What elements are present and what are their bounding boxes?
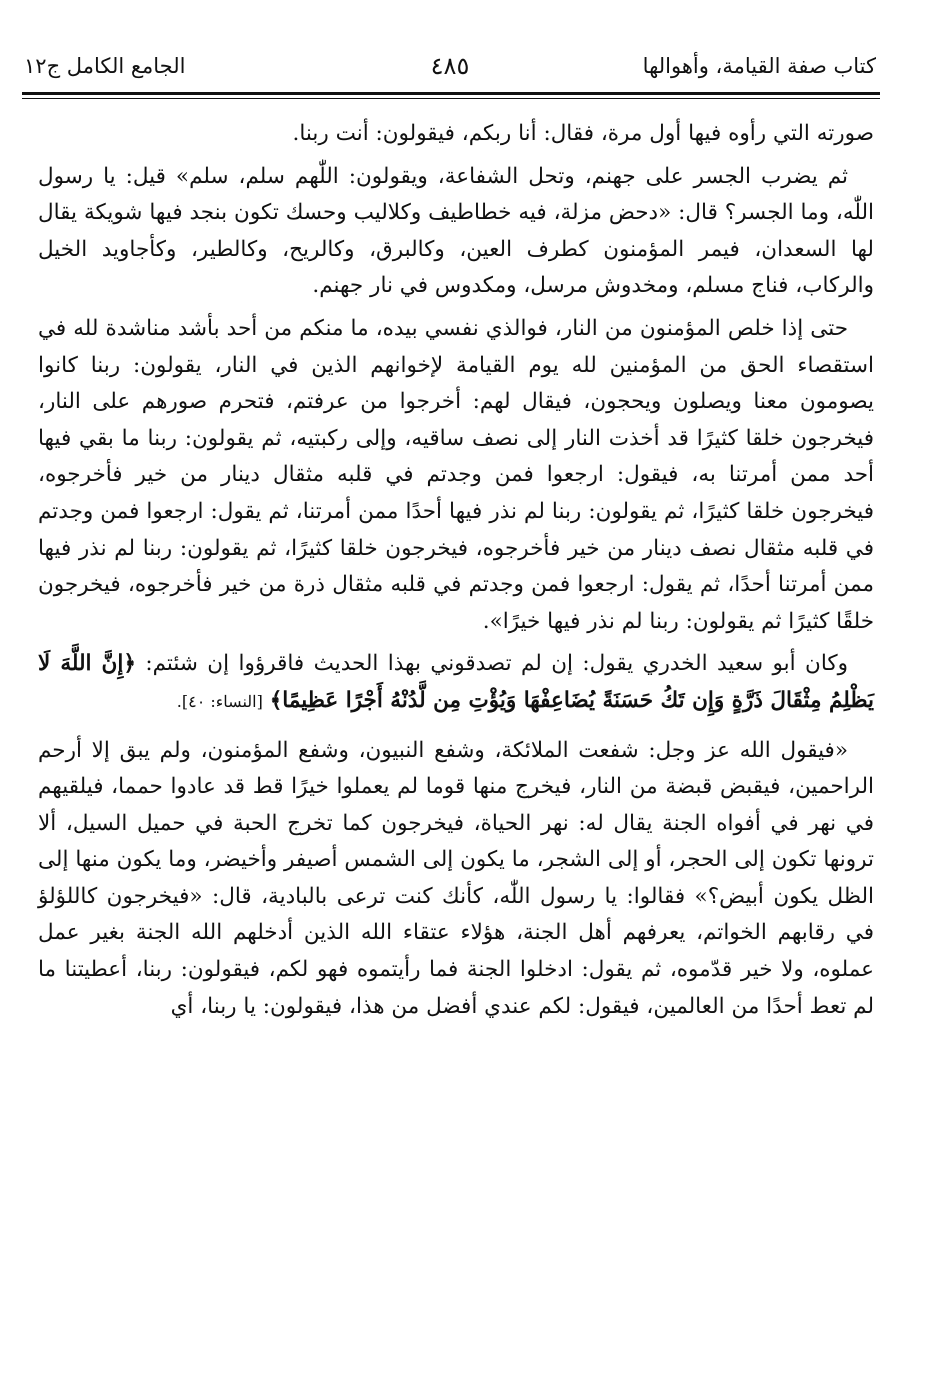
header-rule-thin: [22, 98, 880, 99]
paragraph-4: [38, 646, 874, 720]
header-rule-thick: [22, 92, 880, 95]
paragraph-2: ثم يضرب الجسر على جهنم، وتحل الشفاعة، ويقولون: اللّٰهم سلم، سلم» قيل: يا رسول اللّٰه، وما الجسر؟ قال: «دحض مزلة، فيه خطاطيف وكلاليب وحسك تكون بنجد فيها شويكة يقال لها السعدان، فيمر المؤمنون كطرف العين، وكالبرق، وكالريح، وكالطير، وكأجاويد الخيل والركاب، فناج مسلم، ومخدوش مرسل، ومكدوس في نار جهنم.: [38, 163, 874, 299]
page-body: [38, 116, 874, 1031]
running-header: [24, 48, 876, 90]
verse-reference: [النساء: ٤٠].: [176, 691, 263, 711]
book-title: الجامع الكامل ج١٢: [24, 54, 186, 78]
paragraph-3: حتى إذا خلص المؤمنون من النار، فوالذي نفسي بيده، ما منكم من أحد بأشد مناشدة لله في استقصاء الحق من المؤمنين لله يوم القيامة لإخوانهم الذين في النار، يقولون: ربنا كانوا يصومون معنا ويصلون ويحجون، فيقال لهم: أخرجوا من عرفتم، فتحرم صورهم على النار، فيخرجون خلقا كثيرًا قد أخذت النار إلى نصف ساقيه، وإلى ركبتيه، ثم يقولون: ربنا ما بقي فيها أحد ممن أمرتنا به، فيقول: ارجعوا فمن وجدتم في قلبه مثقال دينار من خير فأخرجوه، فيخرجون خلقا كثيرًا، ثم يقولون: ربنا لم نذر فيها أحدًا ممن أمرتنا، ثم يقول: ارجعوا فمن وجدتم في قلبه مثقال نصف دينار من خير فأخرجوه، فيخرجون خلقا كثيرًا، ثم يقولون: ربنا لم نذر فيها ممن أمرتنا أحدًا، ثم يقول: ارجعوا فمن وجدتم في قلبه مثقال ذرة من خير فأخرجوه، فيخرجون خلقًا كثيرًا ثم يقولون: ربنا لم نذر فيها خيرًا».: [38, 315, 874, 634]
paragraph-1: صورته التي رأوه فيها أول مرة، فقال: أنا ربكم، فيقولون: أنت ربنا.: [292, 121, 874, 146]
paragraph-5: «فيقول الله عز وجل: شفعت الملائكة، وشفع النبيون، وشفع المؤمنون، ولم يبق إلا أرحم الراحمين، فيقبض قبضة من النار، فيخرج منها قوما لم يعملوا خيرًا قط قد عادوا حمما، فيلقيهم في نهر في أفواه الجنة يقال له: نهر الحياة، فيخرجون كما تخرج الحبة في حميل السيل، ألا ترونها تكون إلى الحجر، أو إلى الشجر، ما يكون إلى الشمس أصيفر وأخيضر، وما يكون منها إلى الظل يكون أبيض؟» فقالوا: يا رسول اللّٰه، كأنك كنت ترعى بالبادية، قال: «فيخرجون كاللؤلؤ في رقابهم الخواتم، يعرفهم أهل الجنة، هؤلاء عتقاء الله الذين أدخلهم الله الجنة بغير عمل عملوه، ولا خير قدّموه، ثم يقول: ادخلوا الجنة فما رأيتموه فهو لكم، فيقولون: ربنا، أعطيتنا ما لم تعط أحدًا من العالمين، فيقول: لكم عندي أفضل من هذا، فيقولون: يا ربنا، أي: [38, 737, 875, 1019]
page-number: ٤٨٥: [430, 52, 470, 80]
quran-intro: وكان أبو سعيد الخدري يقول: إن لم تصدقوني بهذا الحديث فاقرؤوا إن شئتم:: [145, 651, 848, 677]
quran-verse: ﴿إِنَّ اللَّهَ لَا يَظْلِمُ مِثْقَالَ ذَرَّةٍ وَإِن تَكُ حَسَنَةً يُضَاعِفْهَا وَيُؤْتِ مِن لَّدُنْهُ أَجْرًا عَظِيمًا﴾: [38, 651, 874, 713]
chapter-title: كتاب صفة القيامة، وأهوالها: [642, 54, 876, 78]
